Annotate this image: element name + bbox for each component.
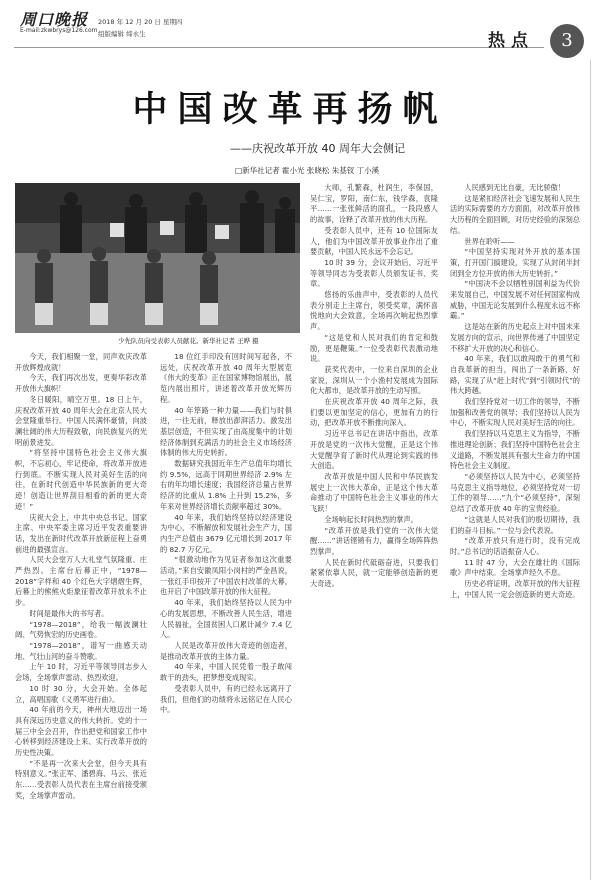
newspaper-logo: 周口晚报	[20, 10, 89, 29]
text-column-3: 大师，孔繁森，杜润生，李保国，吴仁宝，罗阳，南仁东，钱学森，袁隆平……一张张鲜活的面孔，一段段感人的故事，诠释了改革开放的伟大历程。 受表彰人员中，还有 10 位国际友人，他们为中国改革开放事业作出了重要贡献，中国人民永远不会忘记。 10 时 39 分，会议开始后，习近平等领导同志为受表彰人员颁发证书、奖章。 悠扬的乐曲声中，受表彰的人员代表分别走上主席台，领受奖章，满怀喜悦地向大会致意，全场再次响起热烈掌声。 “这是党和人民对我们的肯定和鼓励，更是鞭策。”一位受表彰代表激动地说。 获奖代表中，一位来自深圳的企业家说，深圳从一个小渔村发展成为国际化大都市，是改革开放的生动写照。 在庆祝改革开放 40 周年之际，我们要以更加坚定的信心，更加有力的行动，把改革开放不断推向深入。 习近平总书记在讲话中指出，改革开放是党的一次伟大觉醒，正是这个伟大觉醒孕育了新时代从理论到实践的伟大创造。 改革开放是中国人民和中华民族发展史上一次伟大革命，正是这个伟大革命推动了中国特色社会主义事业的伟大飞跃！ 全场响起长时间热烈的掌声。 “改革开放是我们党的一次伟大觉醒……”讲话铿锵有力，赢得全场阵阵热烈掌声。 人民在新时代砥砺奋进，只要我们紧紧依靠人民，就一定能够创造新的更大奇迹。	[310, 183, 438, 589]
email-address: E-mail:zkwbrys@126.com	[20, 27, 98, 34]
article-title: 中国改革再扬帆	[132, 89, 448, 130]
masthead	[0, 0, 600, 58]
article-byline: □新华社记者 霍小光 张晓松 朱基钗 丁小溪	[235, 166, 380, 175]
issue-date: 2018 年 12 月 20 日 星期四	[98, 18, 183, 26]
article-subtitle: ——庆祝改革开放 40 周年大会侧记	[230, 142, 405, 155]
ceremony-photo-illustration	[15, 183, 300, 333]
photo-caption: 少先队员向受表彰人员献花。新华社记者 王晔 摄	[118, 337, 259, 345]
edge-rule	[590, 60, 591, 880]
header-divider	[14, 47, 544, 48]
ceremony-photo	[15, 183, 300, 333]
page-number-badge: 3	[550, 24, 584, 58]
text-column-1: 今天，我们相聚一堂，同声欢庆改革开放辉煌成就！ 今天，我们再次出发，更奏华彩改革开放伟大旗帜！ 冬日暖阳，晴空万里。18 日上午，庆祝改革开放 40 周年大会在北京人民大会堂隆重举行。中国人民满怀豪情，向波澜壮阔的伟大历程致敬，向民族复兴的光明前景进发。 “将坚持中国特色社会主义伟大旗帜，不忘初心，牢记使命，将改革开放进行到底。不断实现人民对美好生活的向往，在新时代创造中华民族新的更大奇迹！创造让世界刮目相看的新的更大奇迹！” 庆祝大会上，中共中央总书记、国家主席、中央军委主席习近平发表重要讲话，发出在新时代改革开放新征程上奋勇前进的最强宣言。 人民大会堂万人大礼堂气氛隆重、庄严热烈。主席台后幕正中，“1978—2018”字样和 40 个红色大字熠熠生辉，后幕上的熊熊火炬象征着改革开放永不止步。 时间是最伟大的书写者。 “1978—2018”，给我一幅波澜壮阔、气势恢宏的历史画卷。 “1978—2018”，谱写一曲感天动地、气壮山河的奋斗赞歌。 上午 10 时，习近平等领导同志步入会场，全场掌声雷动、热烈欢迎。 10 时 30 分，大会开始。全体起立，高唱国歌《义勇军进行曲》。 40 年前的今天，神州大地迈出一场具有深远历史意义的伟大转折。党的十一届三中全会召开，作出把党和国家工作中心转移到经济建设上来、实行改革开放的历史性决策。 “不是再一次来大会堂，但今天具有特别意义。”张正军、潘碧海、马云、张近东……受表彰人员代表在主席台前接受颁奖，全场掌声雷动。	[15, 352, 147, 800]
section-label: 热点	[488, 31, 534, 51]
text-column-4: 人民感到无比自豪，无比骄傲！ 这是紧扣经济社会飞速发展和人民生活的实际需要的方方面面，对改革开放伟大历程的全面回顾，对历史经验的深刻总结。 世界在聆听—— “中国坚持实现对外开放的基本国策，打开国门搞建设，实现了从封闭半封闭到全方位开放的伟大历史转折。” “中国决不会以牺牲别国利益为代价来发展自己，中国发展不对任何国家构成威胁，中国无论发展到什么程度永远不称霸。” 这是站在新的历史起点上对中国未来发展方向的宣示，向世界传递了中国坚定不移扩大开放的决心和信心。 40 年来，我们以敢闯敢干的勇气和自我革新的担当，闯出了一条新路，好路，实现了从“赶上时代”到“引领时代”的伟大跨越。 我们坚持党对一切工作的领导，不断加强和改善党的领导；我们坚持以人民为中心，不断实现人民对美好生活的向往。 我们坚持以马克思主义为指导，不断推进理论创新；我们坚持中国特色社会主义道路，不断发展具有强大生命力的中国特色社会主义制度。 “必须坚持以人民为中心，必须坚持马克思主义指导地位，必须坚持党对一切工作的领导……”九个“必须坚持”，深刻总结了改革开放 40 年的宝贵经验。 “这就是人民对我们的殷切期待，我们的奋斗目标。”一位与会代表说。 “改革开放只有进行时，没有完成时。”总书记的话语振奋人心。 11 时 47 分，大会在雄壮的《国际歌》声中结束。全场掌声经久不息。 历史必将证明，改革开放的伟大征程上，中国人民一定会创造新的更大奇迹。	[450, 183, 580, 599]
text-column-2: 18 位红手印没有回时间写起各，不远处，庆祝改革开放 40 周年大型展览《伟大的变革》正在国家博物馆展出，展览内展出照片，讲述着改革开放光辉历程。 40 年筚路一种力量——我们与时俱进，一往无前，释放出澎湃活力。激发出基层创造，不但实现了由高度集中的计划经济体制到充满活力的社会主义市场经济体制的伟大历史转折。 数据研究我国近年生产总值年均增长约 9.5%，远高于同期世界经济 2.9% 左右的年均增长速度；我国经济总量占世界经济的比重从 1.8% 上升到 15.2%，多年来对世界经济增长贡献率超过 30%。 40 年来，我们始终坚持以经济建设为中心，不断解放和发展社会生产力，国内生产总值由 3679 亿元增长到 2017 年的 82.7 万亿元。 “很激动地作为见证者参加这次重要活动。”来自安徽凤阳小岗村的严金昌说，一张红手印按开了中国农村改革的大幕，也开启了中国改革开放的伟大征程。 40 年来，我们始终坚持以人民为中心的发展思想，不断改善人民生活，增进人民福祉，全国贫困人口累计减少 7.4 亿人。 人民是改革开放伟大奇迹的创造者，是推动改革开放的主体力量。 40 年来，中国人民凭着一股子敢闯敢干的劲头，把梦想变成现实。 受表彰人员中，有的已经永远离开了我们，但他们的功绩将永远铭记在人民心中。	[160, 352, 292, 715]
layout-editor: 组版编辑 缔永生	[98, 30, 146, 38]
